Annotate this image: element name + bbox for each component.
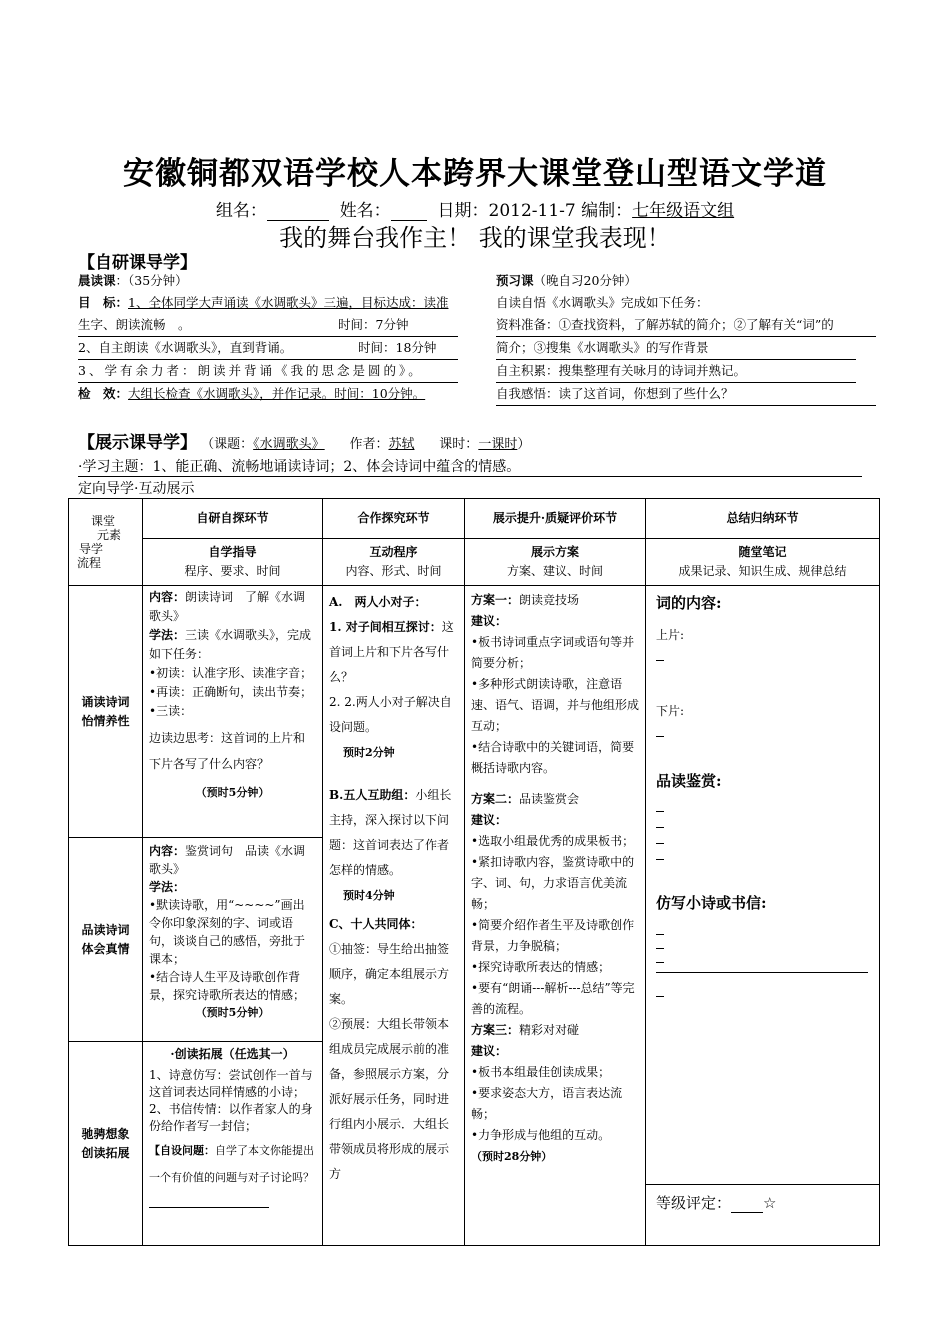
morning-title: 晨读课 bbox=[78, 273, 116, 288]
sub-plan: 展示方案 方案、建议、时间 bbox=[465, 539, 646, 586]
show-plan: 方案一：朗读竞技场 建议： •板书诗词重点字词或语句等并简要分析； •多种形式朗读诗歌，注意语速、语气、语调，并与他组形成互动； •结合诗歌中的关键词语，简要概括诗歌内容。 方案二：品读鉴赏会 建议： •选取小组最优秀的成果板书； •紧扣诗歌内容，鉴赏诗歌中的字、词、句，力求语言优美流畅； •简要介绍作者生平及诗歌创作背景，力争脱稿； •探究诗歌所表达的情感； •要有“朗诵---解析---总结”等完善的流程。 方案三：精彩对对碰 建议： •板书本组最佳创读成果； •要求姿态大方，语言表达流畅； •力争形成与他组的互动。 （预时28分钟） bbox=[465, 586, 646, 1246]
preview-title: 预习课 bbox=[496, 273, 534, 288]
page-title: 安徽铜都双语学校人本跨界大课堂登山型语文学道 bbox=[123, 156, 827, 192]
grade-star: ☆ bbox=[763, 1194, 777, 1212]
goal-1: 1、全体同学大声诵读《水调歌头》三遍，目标达成：读准 bbox=[128, 295, 449, 310]
slogan: 我的舞台我作主！ 我的课堂我表现！ bbox=[279, 224, 671, 252]
self-guide-appreciate: 内容：鉴赏词句 品读《水调歌头》 学法： •默读诗歌，用“~~~~”画出令你印象深刻的字、词或语句，谈谈自己的感悟，旁批于课本； •结合诗人生平及诗歌创作背景，探究诗歌所表达的情感； （预时5分钟） bbox=[143, 838, 323, 1042]
date-label: 日期：2012-11-7 bbox=[437, 201, 576, 221]
header-summary: 总结归纳环节 bbox=[646, 499, 880, 539]
learning-theme: ·学习主题：1、能正确、流畅地诵读诗词；2、体会诗词中蕴含的情感。 bbox=[78, 456, 862, 477]
notes-imitate: 仿写小诗或书信: bbox=[656, 894, 767, 912]
preview-line1: 自读自悟《水调歌头》完成如下任务： bbox=[496, 295, 709, 310]
self-guide-extend: ·创读拓展（任选其一） 1、诗意仿写：尝试创作一首与这首词表达同样情感的小诗； 2、书信传情：以作者家人的身份给作者写一封信； 【自设问题：自学了本文你能提出一个有价值的问题与对子讨论吗？ bbox=[143, 1042, 323, 1246]
class-notes bbox=[646, 586, 880, 1246]
goal-1b: 生字、朗读流畅 。 bbox=[78, 317, 191, 332]
row-label-recite: 诵读诗词 怡情养性 bbox=[69, 586, 143, 838]
corner-cell: 课堂 元素 导学 流程 bbox=[69, 499, 143, 586]
header-show: 展示提升·质疑评价环节 bbox=[465, 499, 646, 539]
notes-lower: 下片: bbox=[656, 704, 685, 718]
interaction-program: A. 两人小对子： 1. 对子间相互探讨：这首词上片和下片各写什么？ 2. 2.两人小对子解决自设问题。 预时2分钟 B.五人互助组：小组长主持，深入探讨以下问题：这首词表达了作者怎样的情感。 预时4分钟 C、十人共同体： ①抽签：导生给出抽签顺序，确定本组展示方案。 ②预展：大组长带领本组成员完成展示前的准备，参照展示方案，分派好展示任务，同时进行组内小展示．大组长带领成员将形成的展示方 bbox=[323, 586, 465, 1246]
question-blank[interactable] bbox=[149, 1195, 269, 1208]
self-guide-recite: 内容：朗读诗词 了解《水调歌头》 学法：三读《水调歌头》，完成如下任务： •初读：认准字形、读准字音； •再读：正确断句，读出节奏； •三读： 边读边思考：这首词的上片和下片各写了什么内容？ （预时5分钟） bbox=[143, 586, 323, 838]
grade-divider bbox=[646, 1184, 880, 1185]
check-label: 检 效： bbox=[78, 386, 129, 401]
name-label: 姓名： bbox=[339, 201, 391, 221]
notes-imitate-blanks[interactable] bbox=[656, 924, 664, 966]
goal-label: 目 标： bbox=[78, 295, 129, 310]
lesson-table bbox=[68, 498, 880, 1246]
notes-appreciate-blanks[interactable] bbox=[656, 800, 664, 864]
author-label: 作者： bbox=[349, 437, 389, 452]
grade-row bbox=[656, 1194, 776, 1213]
preview-line3: 简介；③搜集《水调歌头》的写作背景 bbox=[496, 337, 856, 360]
self-study-heading: 【自研课导学】 bbox=[78, 253, 197, 273]
notes-appreciate: 品读鉴赏: bbox=[656, 772, 722, 790]
notes-content: 词的内容: bbox=[656, 594, 722, 612]
preview-time: （晚自习20分钟） bbox=[533, 273, 637, 288]
editor-label: 编制： bbox=[581, 201, 633, 221]
goal-1-time: 时间：7分钟 bbox=[338, 317, 409, 332]
show-heading: 【展示课导学】 bbox=[78, 433, 197, 453]
row-label-extend: 驰骋想象 创读拓展 bbox=[69, 1042, 143, 1246]
group-label: 组名： bbox=[215, 201, 267, 221]
sub-notes: 随堂笔记 成果记录、知识生成、规律总结 bbox=[646, 539, 880, 586]
morning-reading bbox=[78, 270, 458, 405]
header-cooperate: 合作探究环节 bbox=[323, 499, 465, 539]
preview-line2: 资料准备：①查找资料，了解苏轼的简介；②了解有关“词”的 bbox=[496, 314, 876, 337]
sub-interaction: 互动程序 内容、形式、时间 bbox=[323, 539, 465, 586]
grade-label: 等级评定： bbox=[656, 1194, 732, 1212]
check-text: 大组长检查《水调歌头》，并作记录。时间：10分钟。 bbox=[128, 386, 426, 401]
editor-value: 七年级语文组 bbox=[632, 201, 735, 221]
notes-upper: 上片: bbox=[656, 628, 685, 642]
notes-line bbox=[656, 972, 868, 973]
preview-class bbox=[496, 270, 876, 406]
morning-time: ：（35分钟） bbox=[115, 273, 188, 288]
preview-line5: 自我感悟：读了这首词，你想到了些什么？ bbox=[496, 383, 876, 406]
show-heading-line bbox=[78, 428, 530, 453]
header-self-study: 自研自探环节 bbox=[143, 499, 323, 539]
guide-title: 定向导学·互动展示 bbox=[78, 481, 195, 497]
hours: 一课时 bbox=[478, 437, 518, 452]
notes-lower-blank[interactable] bbox=[656, 724, 664, 743]
notes-extra-blank[interactable] bbox=[656, 984, 664, 1003]
hours-label: 课时： bbox=[439, 437, 479, 452]
grade-blank[interactable] bbox=[731, 1200, 763, 1213]
heading-close: ） bbox=[517, 437, 531, 452]
goal-3: 3、学有余力者：朗读并背诵《我的思念是圆的》。 bbox=[78, 360, 458, 383]
author: 苏轼 bbox=[388, 437, 415, 452]
topic: 《水调歌头》 bbox=[253, 437, 325, 452]
goal-2-time: 时间：18分钟 bbox=[358, 340, 437, 355]
notes-upper-blank[interactable] bbox=[656, 648, 664, 667]
preview-line4: 自主积累：搜集整理有关咏月的诗词并熟记。 bbox=[496, 360, 856, 383]
row-label-appreciate: 品读诗词 体会真情 bbox=[69, 838, 143, 1042]
topic-label: （课题： bbox=[201, 437, 254, 452]
goal-2: 2、自主朗读《水调歌头》，直到背诵。 bbox=[78, 340, 293, 355]
sub-self-guide: 自学指导 程序、要求、时间 bbox=[143, 539, 323, 586]
